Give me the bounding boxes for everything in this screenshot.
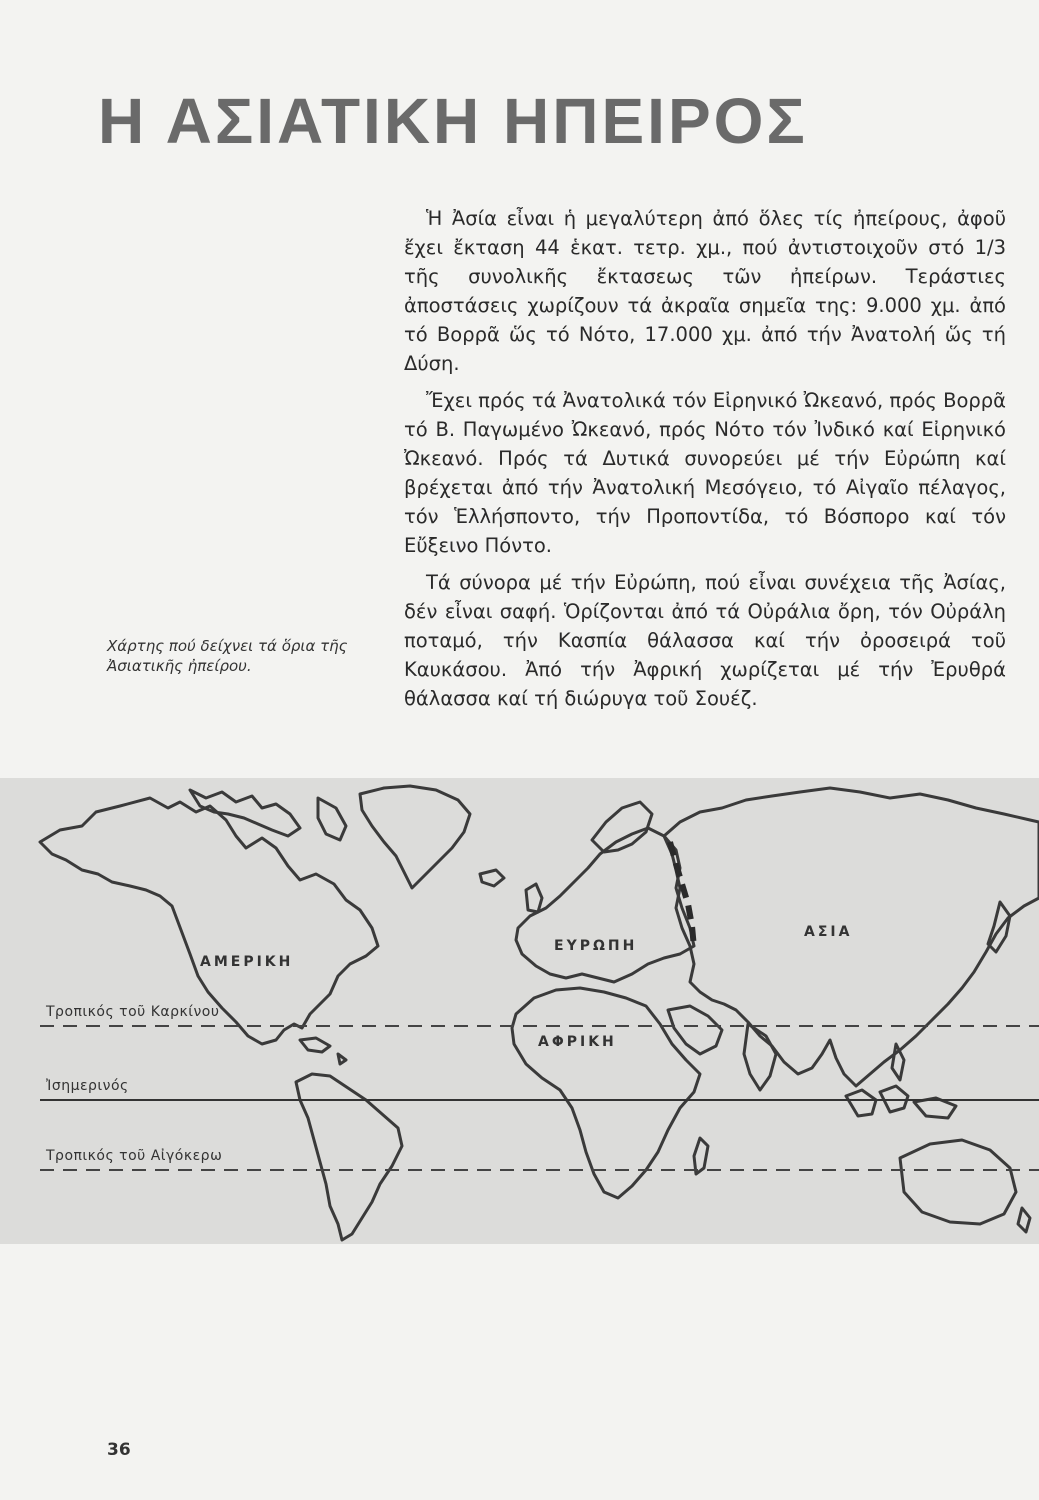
- page-number: 36: [107, 1440, 131, 1460]
- map-caption: Χάρτης πού δείχνει τά ὅρια τῆς Ἀσιατικῆς ἠπείρου.: [107, 637, 348, 675]
- paragraph: Ἡ Ἀσία εἶναι ἡ μεγαλύτερη ἀπό ὅλες τίς ἠπείρους, ἀφοῦ ἔχει ἔκταση 44 ἑκατ. τετρ. χμ., πού ἀντιστοιχοῦν στό 1/3 τῆς συνολικῆς ἔκτασεως τῶν ἠπείρων. Τεράστιες ἀποστάσεις χωρίζουν τά ἀκραῖα σημεῖα της: 9.000 χμ. ἀπό τό Βορρᾶ ὥς τό Νότο, 17.000 χμ. ἀπό τήν Ἀνατολή ὥς τή Δύση.: [404, 207, 1006, 375]
- label-asia: ΑΣΙΑ: [804, 924, 853, 940]
- iceland-outline: [480, 870, 504, 886]
- south-america-outline: [296, 1074, 402, 1240]
- label-america: ΑΜΕΡΙΚΗ: [200, 954, 294, 970]
- world-map: [0, 778, 1039, 1244]
- caribbean-island-outline: [338, 1054, 346, 1064]
- label-tropic-of-cancer: Τροπικός τοῦ Καρκίνου: [46, 1004, 220, 1020]
- body-text: [404, 204, 1006, 721]
- label-africa: ΑΦΡΙΚΗ: [538, 1034, 617, 1050]
- britain-outline: [526, 884, 542, 912]
- arctic-island-outline: [318, 798, 346, 840]
- label-europe: ΕΥΡΩΠΗ: [554, 938, 638, 954]
- page-title: Η ΑΣΙΑΤΙΚΗ ΗΠΕΙΡΟΣ: [98, 85, 808, 157]
- label-equator: Ἰσημερινός: [46, 1078, 129, 1094]
- arctic-islands-outline: [190, 790, 300, 836]
- indonesia-outline: [846, 1090, 876, 1116]
- greenland-outline: [360, 786, 470, 888]
- paragraph: Ἔχει πρός τά Ἀνατολικά τόν Εἰρηνικό Ὠκεανό, πρός Βορρᾶ τό Β. Παγωμένο Ὠκεανό, πρός Νότο τόν Ἰνδικό καί Εἰρηνικό Ὠκεανό. Πρός τά Δυτικά συνορεύει μέ τήν Εὐρώπη καί βρέχεται ἀπό τήν Ἀνατολική Μεσόγειο, τό Αἰγαῖο πέλαγος, τόν Ἑλλήσποντο, τήν Προποντίδα, τό Βόσπορο καί τόν Εὔξεινο Πόντο.: [404, 389, 1006, 557]
- new-zealand-outline: [1018, 1208, 1030, 1232]
- caribbean-outline: [300, 1038, 330, 1052]
- australia-outline: [900, 1140, 1016, 1224]
- madagascar-outline: [694, 1138, 708, 1174]
- paragraph: Τά σύνορα μέ τήν Εὐρώπη, πού εἶναι συνέχεια τῆς Ἀσίας, δέν εἶναι σαφή. Ὁρίζονται ἀπό τά Οὐράλια ὄρη, τόν Οὐράλη ποταμό, τήν Κασπία θάλασσα καί τήν ὀροσειρά τοῦ Καυκάσου. Ἀπό τήν Ἀφρική χωρίζεται μέ τήν Ἐρυθρά θάλασσα καί τή διώρυγα τοῦ Σουέζ.: [404, 571, 1006, 710]
- scandinavia-outline: [592, 802, 652, 852]
- label-tropic-of-capricorn: Τροπικός τοῦ Αἰγόκερω: [46, 1148, 223, 1164]
